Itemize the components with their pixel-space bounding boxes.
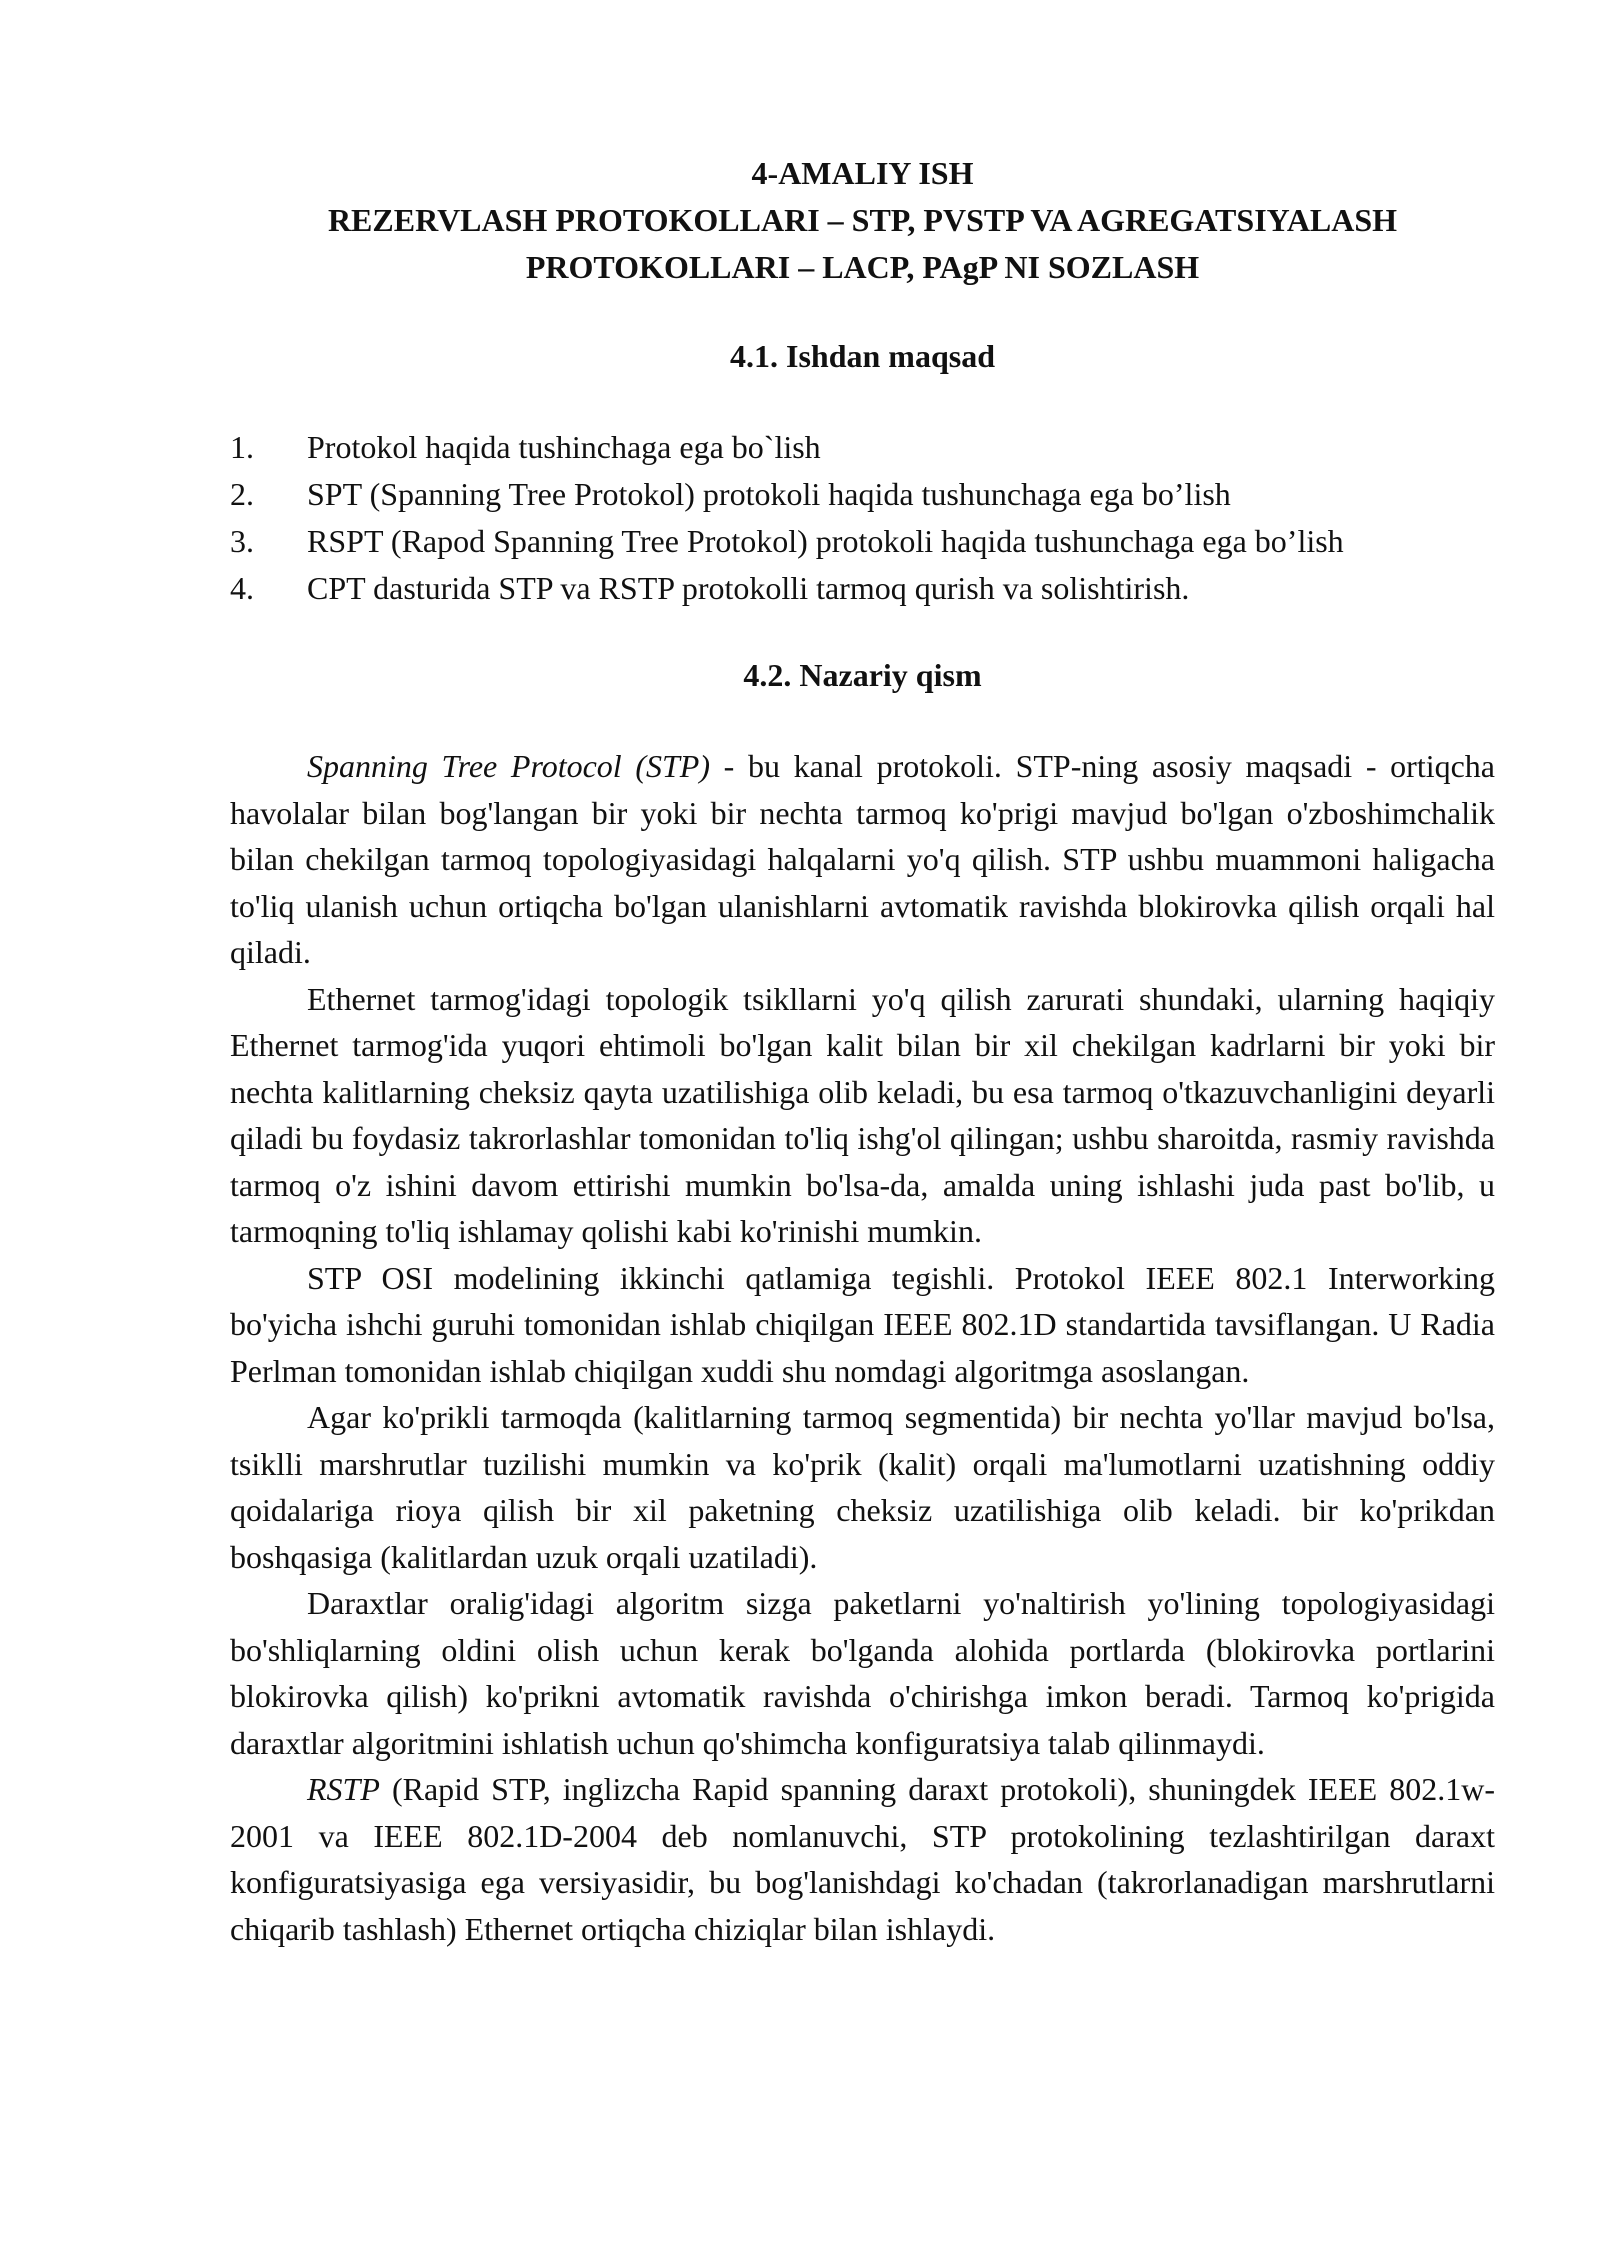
goal-number: 2. — [230, 476, 254, 512]
goals-list — [230, 424, 1495, 612]
goal-text: Protokol haqida tushinchaga ega bo`lish — [307, 429, 821, 465]
paragraph-text: - bu kanal protokoli. STP-ning asosiy maqsadi - ortiqcha havolalar bilan bog'langan bir yoki bir nechta tarmoq ko'prigi mavjud bo'lgan o'zboshimchalik bilan chekilgan tarmoq topologiyasidagi halqalarni yo'q qilish. STP ushbu muammoni haligacha to'liq ulanish uchun ortiqcha bo'lgan ulanishlarni avtomatik ravishda blokirovka qilish orqali hal qiladi. — [230, 748, 1496, 970]
paragraph-bridged-network: Agar ko'prikli tarmoqda (kalitlarning tarmoq segmentida) bir nechta yo'llar mavjud bo'lsa, tsiklli marshrutlar tuzilishi mumkin va ko'prik (kalit) orqali ma'lumotlarni uzatishning oddiy qoidalariga rioya qilish bir xil paketning cheksiz uzatilishiga olib keladi. bir ko'prikdan boshqasiga (kalitlardan uzuk orqali uzatiladi). — [230, 1399, 1495, 1575]
paragraph-text: (Rapid STP, inglizcha Rapid spanning daraxt protokoli), shuningdek IEEE 802.1w-2001 va IEEE 802.1D-2004 deb nomlanuvchi, STP protokolining tezlashtirilgan daraxt konfiguratsiyasiga ega versiyasidir, bu bog'lanishdagi ko'chadan (takrorlanadigan marshrutlarni chiqarib tashlash) Ethernet ortiqcha chiziqlar bilan ishlaydi. — [230, 1771, 1495, 1947]
document-title — [230, 150, 1495, 291]
paragraph-spanning-algorithm: Daraxtlar oralig'idagi algoritm sizga paketlarni yo'naltirish yo'lining topologiyasidagi bo'shliqlarning oldini olish uchun kerak bo'lganda alohida portlarda (blokirovka portlarini blokirovka qilish) ko'prikni avtomatik ravishda o'chirishga imkon beradi. Tarmoq ko'prigida daraxtlar algoritmini ishlatish uchun qo'shimcha konfiguratsiya talab qilinmaydi. — [230, 1585, 1495, 1761]
paragraph-rstp — [230, 1766, 1495, 1952]
goal-number: 1. — [230, 429, 254, 465]
goal-text: CPT dasturida STP va RSTP protokolli tarmoq qurish va solishtirish. — [307, 570, 1190, 606]
paragraph-stp-osi: STP OSI modelining ikkinchi qatlamiga tegishli. Protokol IEEE 802.1 Interworking bo'yicha ishchi guruhi tomonidan ishlab chiqilgan IEEE 802.1D standartida tavsiflangan. U Radia Perlman tomonidan ishlab chiqilgan xuddi shu nomdagi algoritmga asoslangan. — [230, 1259, 1495, 1389]
term-rstp: RSTP — [307, 1771, 380, 1807]
goal-item-4 — [230, 565, 1495, 612]
paragraph-stp-intro — [230, 743, 1495, 976]
goal-number: 4. — [230, 570, 254, 606]
goal-item-1 — [230, 424, 1495, 471]
goal-item-3 — [230, 518, 1495, 565]
goal-item-2 — [230, 471, 1495, 518]
goal-text: RSPT (Rapod Spanning Tree Protokol) protokoli haqida tushunchaga ega bo’lish — [307, 523, 1344, 559]
goal-text: SPT (Spanning Tree Protokol) protokoli haqida tushunchaga ega bo’lish — [307, 476, 1231, 512]
section-heading-theory: 4.2. Nazariy qism — [743, 657, 982, 693]
document-page — [230, 150, 1495, 1952]
title-line-3: PROTOKOLLARI – LACP, PAgP NI SOZLASH — [525, 249, 1200, 285]
title-line-1: 4-AMALIY ISH — [751, 155, 974, 191]
section-heading-goals: 4.1. Ishdan maqsad — [730, 338, 995, 374]
term-stp: Spanning Tree Protocol (STP) — [307, 748, 711, 784]
goal-number: 3. — [230, 523, 254, 559]
title-line-2: REZERVLASH PROTOKOLLARI – STP, PVSTP VA AGREGATSIYALASH — [327, 202, 1398, 238]
paragraph-ethernet-loops: Ethernet tarmog'idagi topologik tsikllarni yo'q qilish zarurati shundaki, ularning haqiqiy Ethernet tarmog'ida yuqori ehtimoli bo'lgan kalit bilan bir xil chekilgan kadrlarni bir yoki bir nechta kalitlarning cheksiz qayta uzatilishiga olib keladi, bu esa tarmoq o'tkazuvchanligini deyarli qiladi bu foydasiz takrorlashlar tomonidan to'liq ishg'ol qilingan; ushbu sharoitda, rasmiy ravishda tarmoq o'z ishini davom ettirishi mumkin bo'lsa-da, amalda uning ishlashi juda past bo'lib, u tarmoqning to'liq ishlamay qolishi kabi ko'rinishi mumkin. — [230, 980, 1495, 1249]
